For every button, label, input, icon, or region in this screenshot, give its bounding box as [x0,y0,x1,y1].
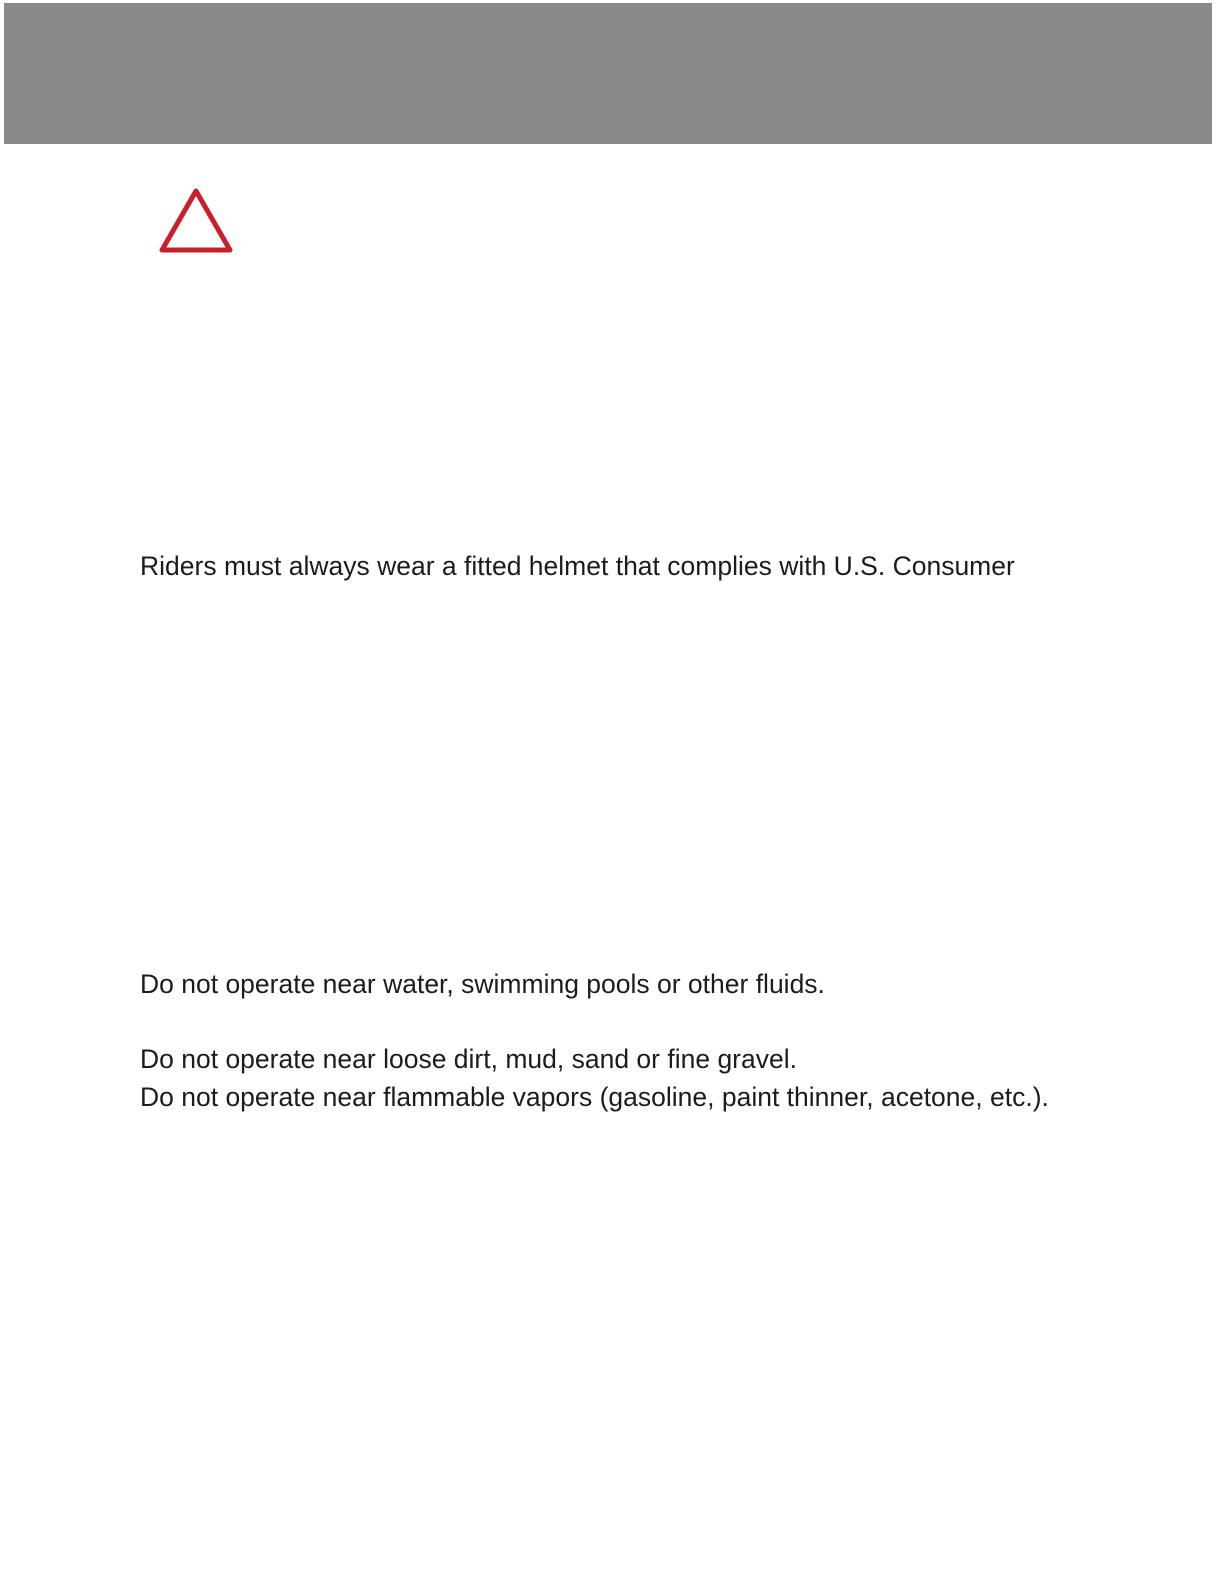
helmet-requirement-text: Riders must always wear a fitted helmet that complies with U.S. Consumer [140,551,1015,581]
water-warning-text: Do not operate near water, swimming pools or other fluids. [140,969,825,999]
header-band [4,3,1212,144]
warning-triangle-icon [158,187,234,255]
dirt-warning-text: Do not operate near loose dirt, mud, sand or fine gravel. [140,1044,797,1074]
vapors-warning-text: Do not operate near flammable vapors (gasoline, paint thinner, acetone, etc.). [140,1082,1049,1112]
